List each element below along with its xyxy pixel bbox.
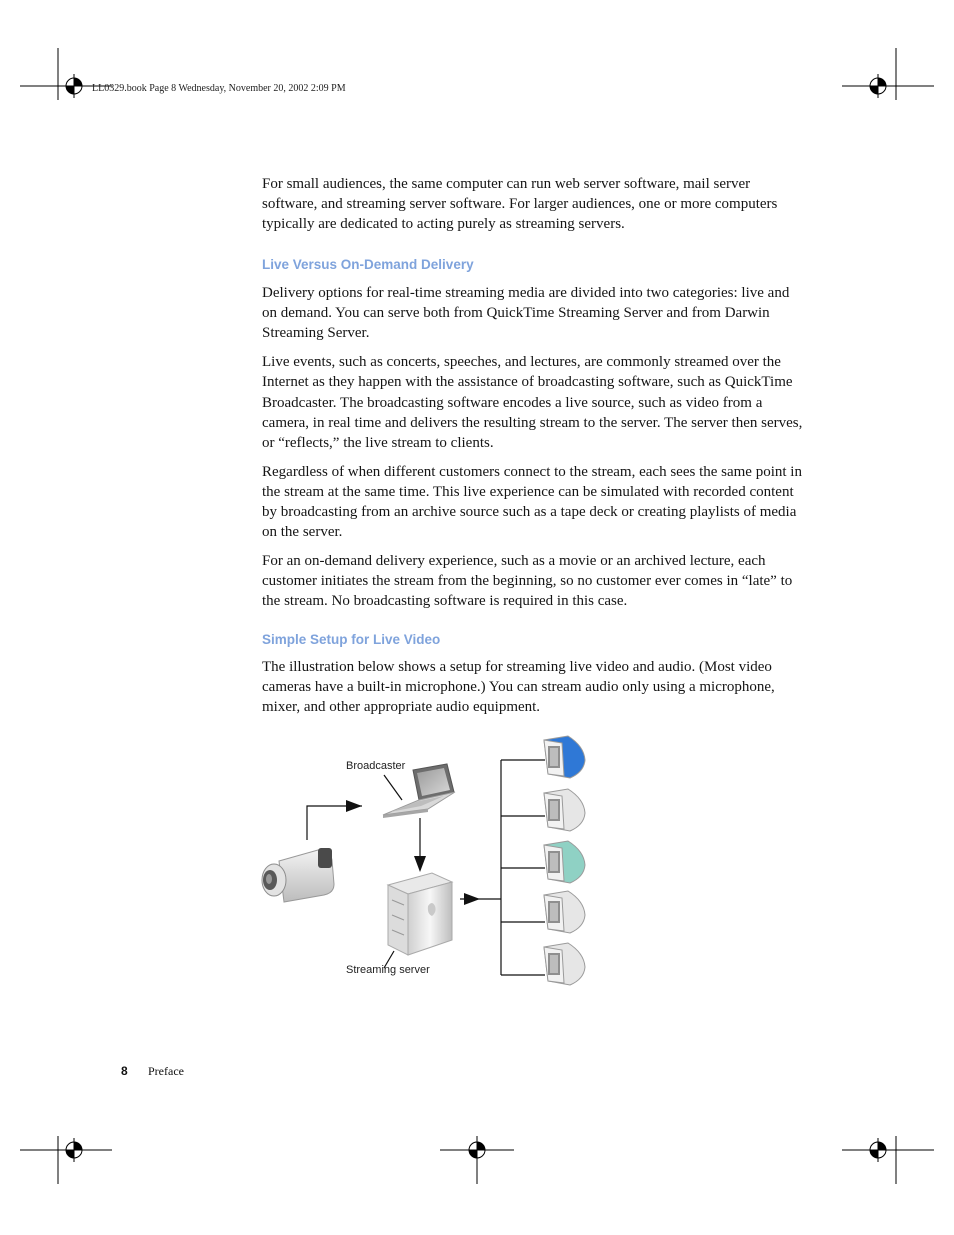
section2-paragraph: The illustration below shows a setup for streaming live video and audio. (Most video cameras have a built-in microphone.) You can stream audio only using a microphone, mixer, and other appropriate audio equipment. <box>262 659 775 716</box>
page-number: 8 <box>121 1064 128 1078</box>
section-heading-live-vs-on-demand: Live Versus On-Demand Delivery <box>262 257 474 272</box>
laptop-icon <box>383 764 455 818</box>
footer-section-label: Preface <box>148 1064 184 1078</box>
print-slug: LL0329.book Page 8 Wednesday, November 20, 2002 2:09 PM <box>92 83 346 94</box>
broadcaster-label: Broadcaster <box>346 760 406 772</box>
server-tower-icon <box>388 873 452 955</box>
section1-paragraph: Regardless of when different customers connect to the stream, each sees the same point in the stream at the same time. This live experience can be simulated with recorded content by broadcasting from an archive source such as a tape deck or creating playlists of media on the server. <box>262 463 802 541</box>
client-imac-icon <box>544 841 585 883</box>
client-imac-icon <box>544 789 585 831</box>
section1-paragraph: Live events, such as concerts, speeches, and lectures, are commonly streamed over the Internet as they happen with the assistance of broadcasting software, such as QuickTime Broadcaster. The broadcasting software encodes a live source, such as video from a camera, in real time and delivers the resulting stream to the server. The server then serves, or “reflects,” the live stream to clients. <box>262 354 803 451</box>
streaming-server-label: Streaming server <box>346 964 430 976</box>
section1-paragraph: Delivery options for real-time streaming media are divided into two categories: live and on demand. You can serve both from QuickTime Streaming Server and from Darwin Streaming Server. <box>262 285 790 342</box>
section1-paragraph: For an on-demand delivery experience, such as a movie or an archived lecture, each customer initiates the stream from the beginning, so no customer ever comes in “late” to the stream. No broadcasting software is required in this case. <box>262 552 793 610</box>
client-imac-icon <box>544 943 585 985</box>
client-imac-icon <box>544 891 585 933</box>
client-computers <box>544 736 585 985</box>
client-imac-icon <box>544 736 585 778</box>
intro-paragraph: For small audiences, the same computer can run web server software, mail server software, and streaming server software. For larger audiences, one or more computers typically are dedicated to acting purely as streaming servers. <box>262 176 778 233</box>
video-camera-icon <box>262 848 334 902</box>
section-heading-simple-setup: Simple Setup for Live Video <box>262 632 441 647</box>
